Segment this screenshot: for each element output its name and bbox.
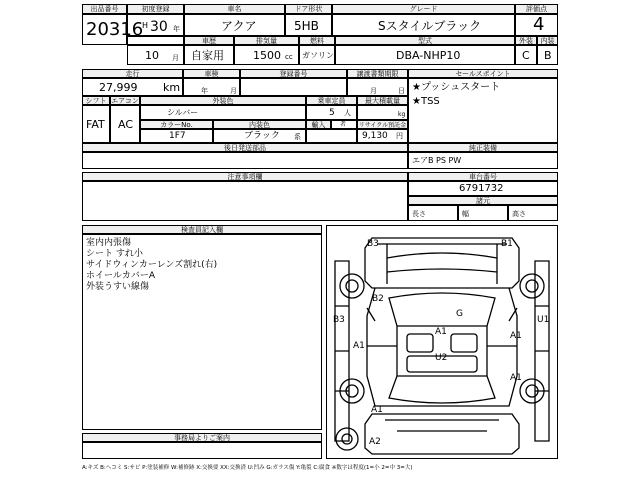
wheel-front-right-inner [526,280,538,292]
notes-cell [82,181,408,221]
usage-cell [184,45,234,65]
color-number: 1F7 [169,131,186,141]
first-registration-month-cell [127,36,184,45]
first-registration-year-cell [127,14,184,36]
mark-b3-front: B3 [367,239,379,249]
exterior-score: C [522,49,530,62]
import-blank-cell [306,129,357,143]
mileage-label: 走行 [82,69,183,78]
mileage: 27,999 [99,81,138,94]
mark-g: G [456,309,463,319]
damage-diagram [326,225,558,459]
aircon: AC [118,118,134,131]
mark-a1-rear-left: A1 [371,405,383,415]
wheel-front-left-inner [346,280,358,292]
selling-point-2: ★TSS [412,96,440,107]
interior-score-cell [537,45,558,65]
seats-label: 乗車定員 [306,96,357,105]
model: DBA-NHP10 [396,49,461,62]
model-label: 型式 [335,36,515,45]
wheel-front-right-outer [520,274,544,298]
door-label: ドア形状 [285,4,332,14]
usage-label: 車歴 [184,36,234,45]
inspector-notes-label: 検査員記入欄 [82,225,322,234]
car-name: アクア [221,19,257,33]
interior-color: ブラック [244,131,280,141]
exterior-color-label: 外装色 [140,96,306,105]
shift: FAT [86,118,105,131]
max-load-unit: kg [398,111,406,118]
import-cell [331,120,357,129]
lot-number-cell [82,14,144,45]
inspection-year-unit: 年 [201,87,208,95]
deadline-day-unit: 日 [398,87,405,95]
inspection-note-4: ホイールカバーA [86,271,155,281]
model-cell [335,45,515,65]
exterior-score-cell [515,45,537,65]
max-load-label: 最大積載量 [357,96,408,105]
recycle-unit: 円 [396,132,403,140]
spare-wheel-outer [336,428,358,450]
registration-month: 10 [145,49,159,62]
mark-a1-center: A1 [435,327,447,337]
office-notes-label: 事務局よりご案内 [82,433,322,442]
seats-unit: 人 [344,109,351,117]
height-cell [508,205,558,221]
mileage-cell [82,78,183,96]
wheel-front-left-outer [340,274,364,298]
mark-a1-rear-right: A1 [510,373,522,383]
inspection-cell [183,78,240,96]
exterior-color-cell [140,105,306,120]
mark-u2: U2 [435,353,448,363]
chassis-cell [408,181,558,196]
score-cell [515,14,558,36]
car-name-label: 車名 [184,4,285,14]
month-unit: 月 [172,54,179,62]
import-value: 者 [340,121,347,128]
year-unit: 年 [173,25,180,33]
usage: 自家用 [191,49,224,62]
fuel: ガソリン [302,51,334,60]
office-notes-cell [82,442,322,459]
interior-score-label: 内装 [537,36,558,45]
notes-label: 注意事項欄 [82,172,408,181]
standard-equipment-label: 純正装備 [408,143,558,152]
transfer-deadline-cell [347,78,408,96]
chassis-label: 車台番号 [408,172,558,181]
grade-label: グレード [332,4,515,14]
interior-color-suffix: 系 [294,133,301,141]
registration-number-cell [240,78,347,96]
mark-a2: A2 [369,437,381,447]
door: 5HB [294,19,319,33]
recycle-cell [357,129,408,143]
displacement-unit: cc [285,53,293,61]
length-cell [408,205,458,221]
width-cell [458,205,508,221]
mileage-unit: km [163,81,181,94]
mark-u1: U1 [537,315,550,325]
score-label: 評価点 [515,4,558,14]
interior-color-cell [213,129,306,143]
body-outline [367,288,517,406]
score: 4 [533,14,545,35]
displacement-label: 排気量 [234,36,299,45]
width-label: 幅 [462,210,469,218]
interior-color-label: 内装色 [213,120,306,129]
length-label: 長さ [412,210,426,218]
shift-cell [82,105,110,143]
registration-number-label: 登録番号 [240,69,347,78]
exterior-color: シルバー [167,108,199,117]
era: H [142,21,149,30]
later-parts-label: 後日発送部品 [82,143,408,152]
max-load-cell [357,105,408,120]
inspection-note-3: サイドウィンカーレンズ割れ(右) [86,260,218,270]
fuel-cell [299,45,335,65]
mark-b3-left: B3 [333,315,345,325]
height-label: 高さ [512,210,526,218]
transfer-deadline-label: 譲渡書類期限 [347,69,408,78]
seats: 5 [329,108,335,118]
inspection-note-2: シート すれ小 [86,249,143,259]
grade: Sスタイルブラック [378,19,482,33]
import-label: 輸入 [306,120,331,129]
displacement-cell [234,45,299,65]
interior-score: B [544,49,552,62]
recycle: 9,130 [362,131,388,141]
dimensions-label: 諸元 [408,196,558,205]
recycle-label: リサイクル預託金 [358,122,407,129]
inspection-label: 車検 [183,69,240,78]
color-number-cell [140,129,213,143]
spare-wheel-inner [342,434,352,444]
first-registration-label: 初度登録 [127,4,184,14]
inspection-month-unit: 月 [230,87,237,95]
inspection-note-5: 外装うすい線傷 [86,282,150,292]
aircon-cell [110,105,140,143]
damage-code-legend: A:キズ B:ヘコミ S:サビ P:塗装補修 W:補修跡 X:交換要 XX:交換済 U:凹み G:ガラス傷 Y:亀裂 C:腐食 ※数字は程度(1=小 2=中 3=大) [82,465,413,471]
exterior-score-label: 外装 [515,36,537,45]
standard-equipment: エアB PS PW [412,156,462,165]
displacement: 1500 [253,49,281,62]
mark-b1: B1 [501,239,513,249]
mark-a1-right: A1 [510,331,522,341]
selling-point-1: ★プッシュスタート [412,82,501,93]
registration-year: 30 [150,19,168,35]
door-cell [285,14,332,36]
fuel-label: 燃料 [299,36,335,45]
mark-b2: B2 [372,294,384,304]
later-parts-cell [82,152,408,169]
deadline-month-unit: 月 [370,87,377,95]
aircon-label: エアコン [111,97,139,105]
selling-points-cell [408,78,558,143]
first-registration-month-row [127,45,184,65]
rear-window-outline [389,376,495,403]
windshield-outline [389,293,495,326]
seats-cell [306,105,357,120]
inspection-note-1: 室内内張傷 [86,238,132,248]
grade-cell [332,14,515,36]
inspector-notes-cell [82,234,322,430]
color-number-label: カラーNo. [140,120,213,129]
shift-label: シフト [82,96,110,105]
chassis-number: 6791732 [459,183,504,194]
front-bumper-outline [365,238,519,288]
lot-number: 20316 [86,19,144,40]
mark-a1-left: A1 [353,341,365,351]
car-name-cell [184,14,285,36]
selling-points-label: セールスポイント [408,69,558,78]
lot-number-label: 出品番号 [82,4,127,14]
standard-equipment-cell [408,152,558,169]
